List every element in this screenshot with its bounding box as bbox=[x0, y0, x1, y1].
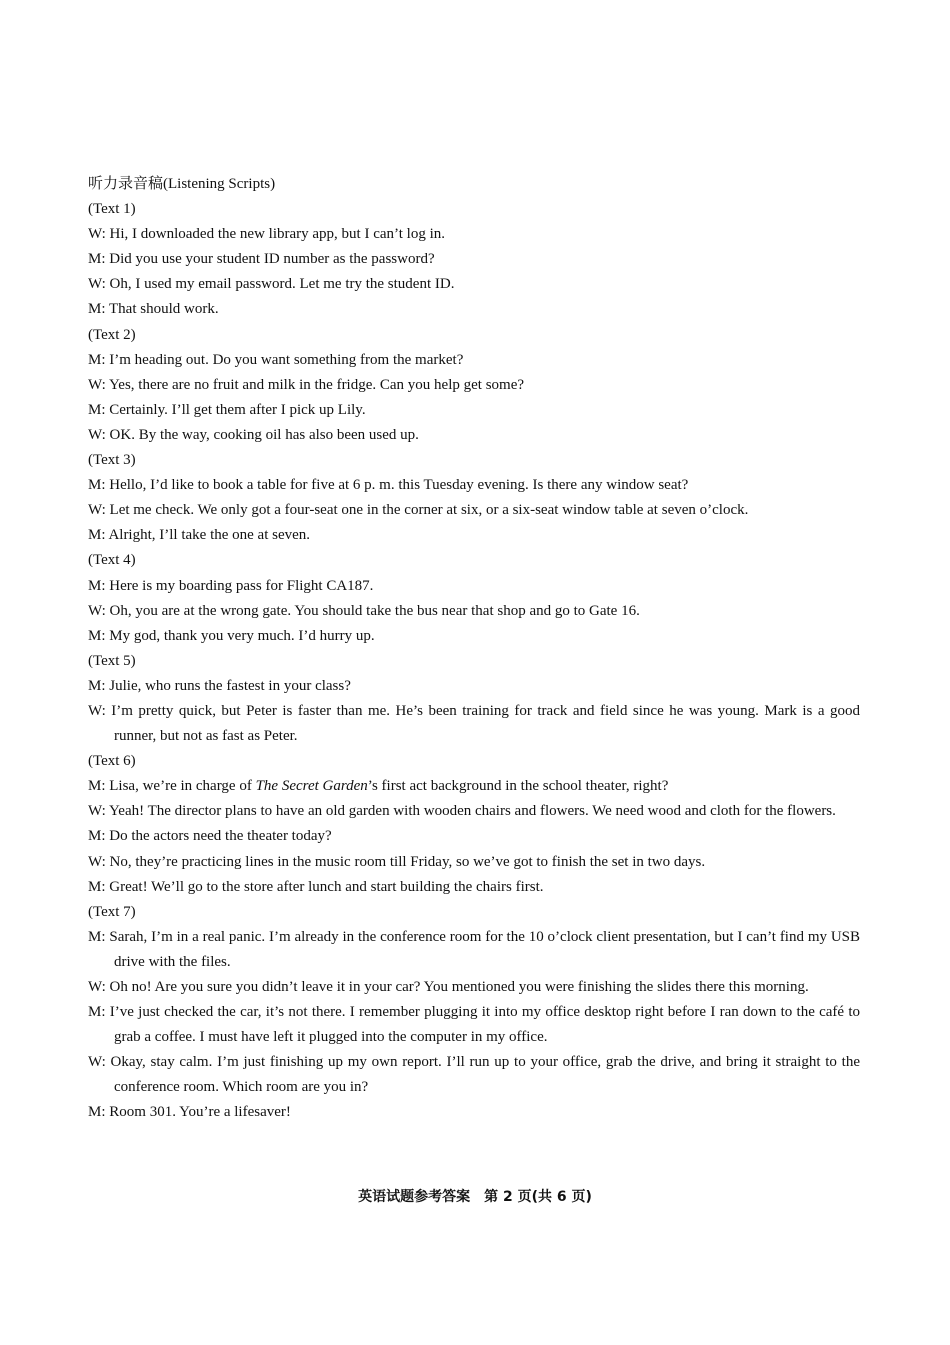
dialogue-line bbox=[88, 599, 860, 624]
dialogue-line bbox=[88, 423, 860, 448]
speaker-label: W: bbox=[88, 276, 106, 293]
dialogue-line bbox=[88, 1000, 860, 1050]
speaker-label: M: bbox=[88, 477, 106, 494]
speaker-label: W: bbox=[88, 853, 106, 870]
speaker-label: M: bbox=[88, 301, 106, 318]
text-label: (Text 6) bbox=[88, 753, 136, 770]
line-text: Okay, stay calm. I’m just finishing up my own report. I’ll run up to your office, grab the drive, and bring it straight to the conference room. Which room are you in? bbox=[105, 1054, 860, 1096]
speaker-label: M: bbox=[88, 778, 106, 795]
line-text-continued: ’s first act background in the school theater, right? bbox=[367, 778, 669, 795]
line-text: Do the actors need the theater today? bbox=[105, 828, 332, 845]
line-text: I’m pretty quick, but Peter is faster than me. He’s been training for track and field since he was young. Mark is a good runner, but not as fast as Peter. bbox=[105, 702, 860, 745]
speaker-label: M: bbox=[88, 878, 106, 895]
dialogue-line bbox=[88, 297, 860, 322]
dialogue-line bbox=[88, 348, 860, 373]
dialogue-line bbox=[88, 1050, 860, 1100]
line-text: No, they’re practicing lines in the music room till Friday, so we’ve got to finish the set in two days. bbox=[105, 853, 706, 870]
dialogue-line bbox=[88, 925, 860, 975]
text-label: (Text 2) bbox=[88, 326, 136, 343]
dialogue-line bbox=[88, 247, 860, 272]
dialogue-line bbox=[88, 272, 860, 297]
speaker-label: M: bbox=[88, 828, 106, 845]
speaker-label: M: bbox=[88, 527, 106, 544]
line-text: OK. By the way, cooking oil has also been used up. bbox=[105, 426, 419, 443]
line-text: Lisa, we’re in charge of bbox=[105, 778, 256, 795]
dialogue-line bbox=[88, 875, 860, 900]
dialogue-line bbox=[88, 222, 860, 247]
scripts-heading: 听力录音稿(Listening Scripts) bbox=[88, 176, 276, 192]
speaker-label: M: bbox=[88, 627, 106, 644]
book-title: The Secret Garden bbox=[255, 778, 368, 795]
line-text: Yeah! The director plans to have an old garden with wooden chairs and flowers. We need wood and cloth for the flowers. bbox=[105, 803, 836, 820]
speaker-label: M: bbox=[88, 928, 106, 945]
dialogue-line bbox=[88, 850, 860, 875]
text-label: (Text 7) bbox=[88, 903, 136, 920]
dialogue-line bbox=[88, 975, 860, 1000]
line-text: I’m heading out. Do you want something from the market? bbox=[105, 351, 464, 368]
speaker-label: W: bbox=[88, 426, 106, 443]
line-text: Great! We’ll go to the store after lunch and start building the chairs first. bbox=[105, 878, 544, 895]
line-text: Certainly. I’ll get them after I pick up Lily. bbox=[105, 401, 366, 418]
dialogue-line bbox=[88, 498, 860, 523]
line-text: Julie, who runs the fastest in your class? bbox=[105, 677, 351, 694]
text-label: (Text 5) bbox=[88, 652, 136, 669]
line-text: Oh, you are at the wrong gate. You should take the bus near that shop and go to Gate 16. bbox=[105, 602, 640, 619]
speaker-label: W: bbox=[88, 602, 106, 619]
line-text: Let me check. We only got a four-seat one in the corner at six, or a six-seat window table at seven o’clock. bbox=[105, 502, 749, 519]
line-text: Hello, I’d like to book a table for five at 6 p. m. this Tuesday evening. Is there any window seat? bbox=[105, 477, 689, 494]
speaker-label: W: bbox=[88, 803, 106, 820]
dialogue-line bbox=[88, 473, 860, 498]
line-text: I’ve just checked the car, it’s not there. I remember plugging it into my office desktop right before I ran down to the café to grab a coffee. I must have left it plugged into the computer in my office. bbox=[105, 1004, 860, 1046]
line-text: Did you use your student ID number as the password? bbox=[105, 251, 435, 268]
page-footer: 英语试题参考答案 第 2 页(共 6 页) bbox=[358, 1189, 592, 1205]
dialogue-line bbox=[88, 774, 860, 799]
text-label: (Text 3) bbox=[88, 452, 136, 469]
speaker-label: M: bbox=[88, 251, 106, 268]
script-lines bbox=[88, 197, 860, 1125]
line-text: Sarah, I’m in a real panic. I’m already in the conference room for the 10 o’clock client presentation, but I can’t find my USB drive with the files. bbox=[105, 928, 860, 970]
speaker-label: M: bbox=[88, 351, 106, 368]
speaker-label: W: bbox=[88, 702, 106, 719]
line-text: My god, thank you very much. I’d hurry up. bbox=[105, 627, 375, 644]
speaker-label: W: bbox=[88, 502, 106, 519]
speaker-label: M: bbox=[88, 577, 106, 594]
line-text: Yes, there are no fruit and milk in the fridge. Can you help get some? bbox=[105, 376, 525, 393]
dialogue-line bbox=[88, 824, 860, 849]
speaker-label: W: bbox=[88, 226, 106, 243]
speaker-label: M: bbox=[88, 1004, 106, 1021]
text-label: (Text 4) bbox=[88, 552, 136, 569]
dialogue-line bbox=[88, 523, 860, 548]
speaker-label: W: bbox=[88, 1054, 106, 1071]
line-text: That should work. bbox=[105, 301, 219, 318]
dialogue-line bbox=[88, 373, 860, 398]
line-text: Alright, I’ll take the one at seven. bbox=[105, 527, 311, 544]
dialogue-line bbox=[88, 674, 860, 699]
speaker-label: W: bbox=[88, 376, 106, 393]
listening-scripts bbox=[88, 172, 860, 1126]
dialogue-line bbox=[88, 699, 860, 749]
speaker-label: M: bbox=[88, 677, 106, 694]
dialogue-line bbox=[88, 1100, 860, 1125]
dialogue-line bbox=[88, 624, 860, 649]
line-text: Oh no! Are you sure you didn’t leave it in your car? You mentioned you were finishing the slides there this morning. bbox=[105, 979, 809, 995]
speaker-label: M: bbox=[88, 401, 106, 418]
speaker-label: W: bbox=[88, 979, 106, 995]
dialogue-line bbox=[88, 574, 860, 599]
dialogue-line bbox=[88, 398, 860, 423]
line-text: Room 301. You’re a lifesaver! bbox=[105, 1104, 291, 1121]
line-text: Hi, I downloaded the new library app, but I can’t log in. bbox=[105, 226, 446, 243]
dialogue-line bbox=[88, 799, 860, 824]
speaker-label: M: bbox=[88, 1104, 106, 1121]
line-text: Oh, I used my email password. Let me try the student ID. bbox=[105, 276, 455, 293]
text-label: (Text 1) bbox=[88, 201, 136, 218]
line-text: Here is my boarding pass for Flight CA187. bbox=[105, 577, 374, 594]
